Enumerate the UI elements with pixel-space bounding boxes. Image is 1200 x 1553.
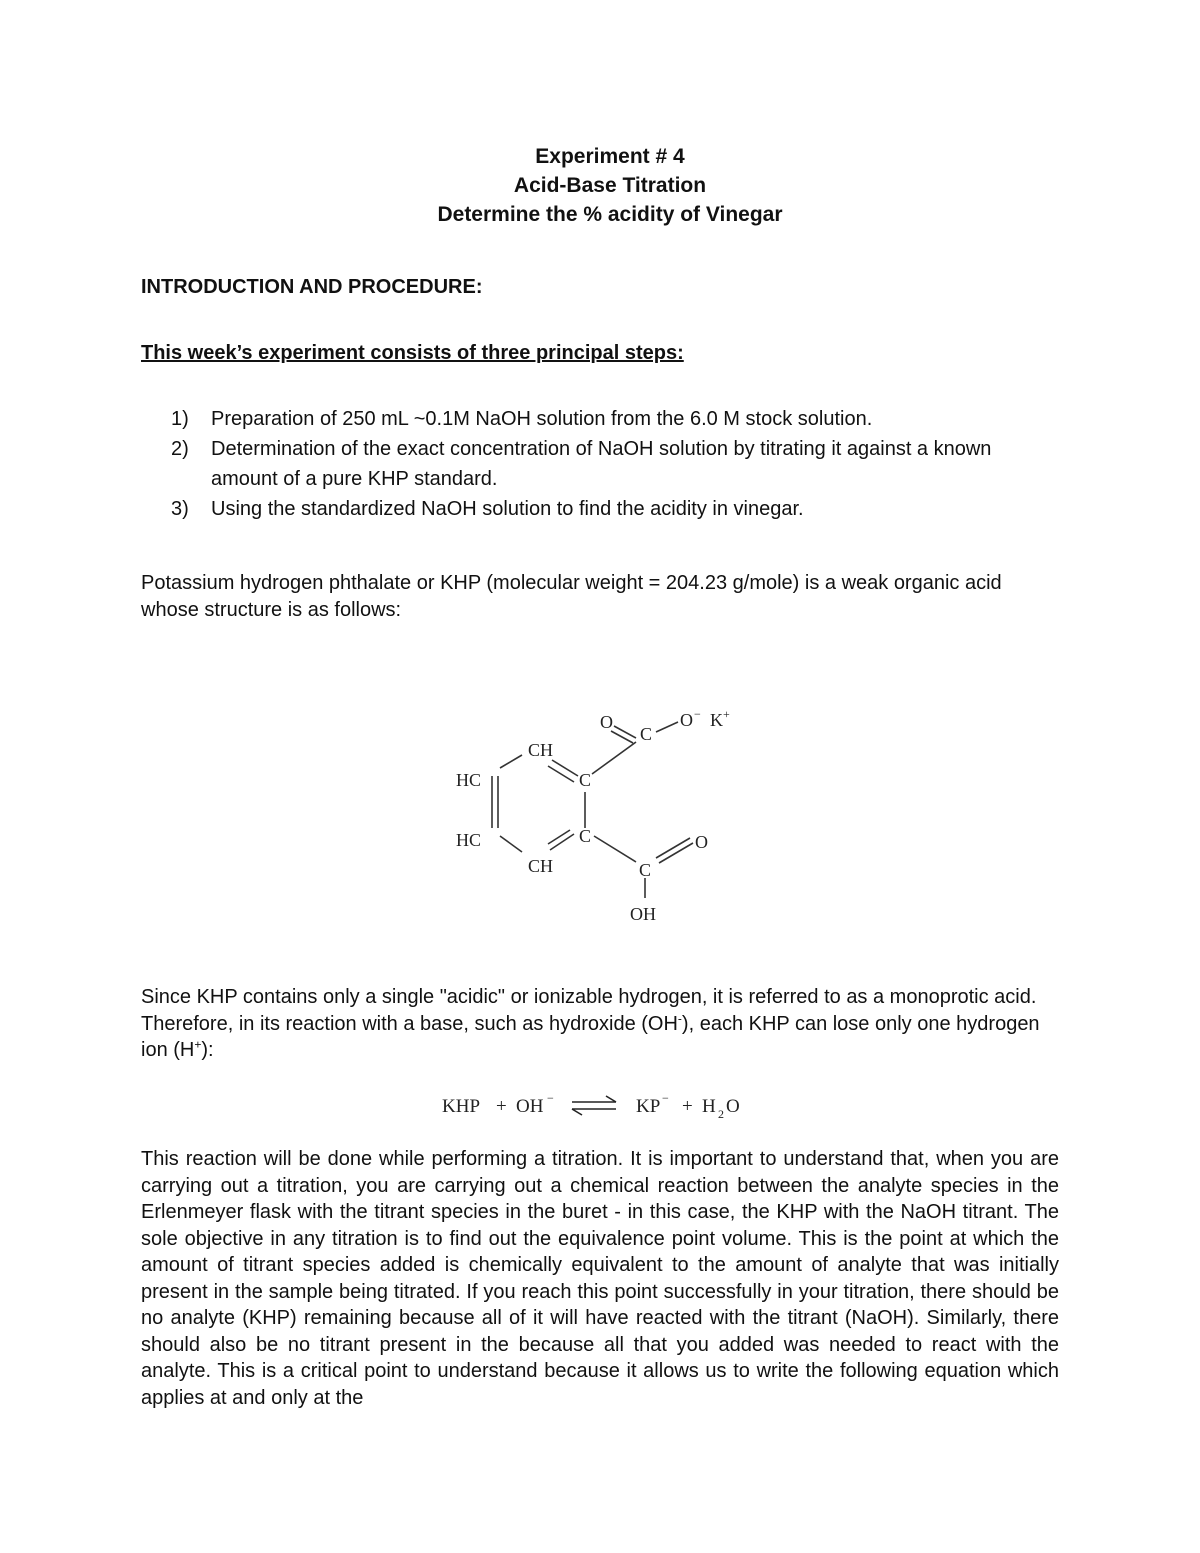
eq-subscript-2: 2: [718, 1107, 724, 1121]
step-number: 1): [171, 408, 189, 430]
c-top-label: C: [579, 770, 592, 790]
potassium-charge: +: [723, 707, 730, 721]
bond-lines: [492, 722, 693, 898]
khp-structure-diagram: [440, 700, 780, 930]
step-text: Determination of the exact concentration of NaOH solution by titrating it against a known amount of a pure KHP standard.: [211, 438, 992, 490]
c-carboxylate-label: C: [640, 724, 653, 744]
paragraph2-part1: Since KHP contains only a single "acidic" or ionizable hydrogen, it is referred to as a monoprotic acid. Therefore, in its reaction with a base, such as hydroxide (OH: [141, 986, 1037, 1035]
experiment-subtitle: Determine the % acidity of Vinegar: [437, 203, 783, 226]
eq-oh: OH: [516, 1096, 544, 1117]
ch-top-label: CH: [528, 740, 554, 760]
c-bottom-label: C: [579, 826, 592, 846]
paragraph2-sup1: -: [677, 1010, 682, 1025]
titration-paragraph: This reaction will be done while performing a titration. It is important to understand that, when you are carrying out a titration, you are carrying out a chemical reaction between the analyte species in the Erlenmeyer flask with the titrant species in the buret - in this case, the KHP with the NaOH titrant. The sole objective in any titration is to find out the equivalence point volume. This is the point at which the amount of titrant species added is chemically equivalent to the amount of analyte that was initially present in the sample being titrated. If you reach this point successfully in your titration, there should be no analyte (KHP) remaining because all of it will have reacted with the titrant (NaOH). Similarly, there should also be no titrant present in the because all that you added was needed to react with the analyte. This is a critical point to understand because it allows us to write the following equation which applies at and only at the: [141, 1148, 1059, 1409]
paragraph2-sup2: +: [194, 1037, 202, 1052]
o-minus-charge: −: [694, 707, 701, 721]
eq-plus-1: +: [496, 1096, 507, 1117]
list-item: [141, 434, 1061, 494]
step-number: 2): [171, 438, 189, 460]
steps-heading: This week’s experiment consists of three principal steps:: [141, 342, 684, 364]
o-top-label: O: [600, 712, 613, 732]
hc-top-label: HC: [456, 770, 482, 790]
c-carboxyl-label: C: [639, 860, 652, 880]
monoprotic-paragraph: [141, 984, 1059, 1064]
step-text: Using the standardized NaOH solution to find the acidity in vinegar.: [211, 498, 804, 520]
step-number: 3): [171, 498, 189, 520]
o-minus-label: O: [680, 710, 693, 730]
eq-o: O: [726, 1096, 740, 1117]
eq-plus-2: +: [682, 1096, 693, 1117]
eq-kp: KP: [636, 1096, 661, 1117]
eq-oh-charge: −: [547, 1091, 554, 1105]
paragraph2-part3: ):: [201, 1039, 214, 1061]
oh-label: OH: [630, 904, 656, 924]
title-block: [0, 142, 1200, 229]
experiment-number: Experiment # 4: [535, 145, 685, 168]
list-item: [141, 404, 1061, 434]
eq-kp-charge: −: [662, 1091, 669, 1105]
ch-bottom-label: CH: [528, 856, 554, 876]
steps-list: [141, 404, 1061, 524]
eq-khp: KHP: [442, 1096, 481, 1117]
step-text: Preparation of 250 mL ~0.1M NaOH solution from the 6.0 M stock solution.: [211, 408, 873, 430]
eq-h: H: [702, 1096, 716, 1117]
paragraph2-part2: ), each KHP can lose only one hydrogen ion (H: [141, 1012, 1040, 1061]
list-item: [141, 494, 1061, 524]
experiment-title: Acid-Base Titration: [513, 174, 707, 197]
hc-bottom-label: HC: [456, 830, 482, 850]
potassium-label: K: [710, 710, 723, 730]
khp-reaction-equation: [440, 1088, 780, 1122]
section-heading: INTRODUCTION AND PROCEDURE:: [141, 276, 483, 298]
o-right-label: O: [695, 832, 708, 852]
khp-intro-paragraph: Potassium hydrogen phthalate or KHP (molecular weight = 204.23 g/mole) is a weak organic acid whose structure is as follows:: [141, 572, 1002, 621]
equilibrium-arrow-icon: [572, 1096, 616, 1115]
